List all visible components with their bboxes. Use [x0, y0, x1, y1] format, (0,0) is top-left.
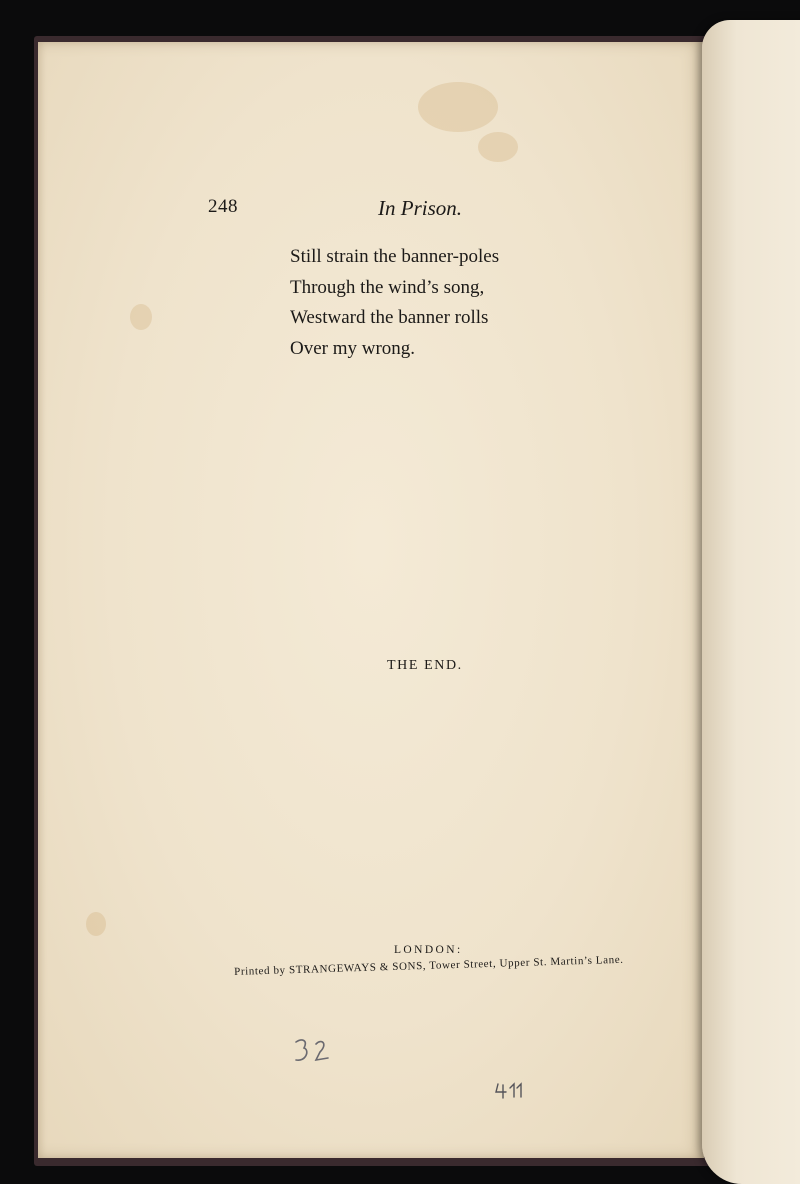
handwritten-mark-32	[290, 1034, 334, 1068]
poem-line: Through the wind’s song,	[290, 276, 485, 298]
foxing-stain	[478, 132, 518, 162]
the-end-label: THE END.	[387, 658, 463, 673]
book-page	[38, 42, 704, 1158]
foxing-stain	[86, 912, 106, 936]
imprint-printer-line: Printed by STRANGEWAYS & SONS, Tower Street, Upper St. Martin’s Lane.	[234, 953, 624, 978]
foxing-stain	[418, 82, 498, 132]
facing-page-edge	[702, 20, 800, 1184]
poem-stanza	[290, 242, 610, 364]
poem-line: Westward the banner rolls	[290, 307, 489, 328]
imprint-city: LONDON:	[394, 944, 463, 956]
page-number: 248	[208, 196, 238, 217]
running-title: In Prison.	[378, 196, 462, 220]
handwritten-mark-41	[494, 1080, 524, 1100]
poem-line: Still strain the banner-poles	[290, 246, 500, 267]
poem-line: Over my wrong.	[290, 337, 416, 359]
foxing-stain	[130, 304, 152, 330]
